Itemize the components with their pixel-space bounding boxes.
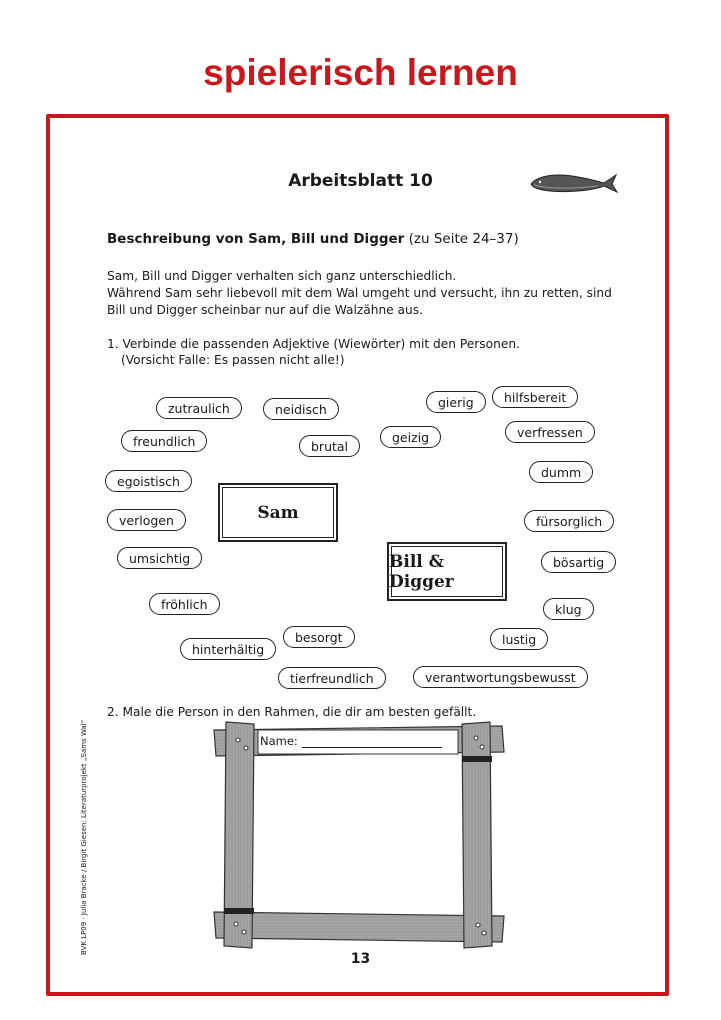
adjective-pill[interactable]: bösartig: [541, 551, 616, 573]
person-box-bill-digger[interactable]: [387, 542, 507, 601]
task-1-line-1: 1. Verbinde die passenden Adjektive (Wiewörter) mit den Personen.: [107, 337, 520, 351]
adjective-pill[interactable]: zutraulich: [156, 397, 242, 419]
side-credit: BVK LP09 · Julia Bracke / Birgit Giesen: Literaturprojekt „Sams Wal“: [80, 719, 88, 955]
worksheet-subtitle: [107, 231, 519, 247]
adjective-pill[interactable]: fürsorglich: [524, 510, 614, 532]
worksheet-title: Arbeitsblatt 10: [288, 171, 433, 191]
adjective-pill[interactable]: verlogen: [107, 509, 186, 531]
whale-icon: [528, 170, 618, 196]
adjective-pill[interactable]: dumm: [529, 461, 593, 483]
intro-line-2: Während Sam sehr liebevoll mit dem Wal umgeht und versucht, ihn zu retten, sind: [107, 286, 612, 300]
adjective-pill[interactable]: umsichtig: [117, 547, 202, 569]
adjective-pill[interactable]: hinterhältig: [180, 638, 276, 660]
name-field[interactable]: [260, 730, 450, 752]
adjective-pill[interactable]: fröhlich: [149, 593, 220, 615]
adjective-pill[interactable]: verantwortungsbewusst: [413, 666, 588, 688]
adjective-pill[interactable]: klug: [543, 598, 594, 620]
adjective-pill[interactable]: brutal: [299, 435, 360, 457]
person-box-sam[interactable]: [218, 483, 338, 542]
subtitle-page-ref: (zu Seite 24–37): [408, 231, 519, 247]
page-number: 13: [350, 951, 371, 967]
adjective-pill[interactable]: verfressen: [505, 421, 595, 443]
adjective-pill[interactable]: besorgt: [283, 626, 355, 648]
task-1-line-2: (Vorsicht Falle: Es passen nicht alle!): [121, 353, 345, 367]
task-2-text: 2. Male die Person in den Rahmen, die dir am besten gefällt.: [107, 705, 477, 719]
name-line[interactable]: [302, 735, 442, 748]
intro-line-1: Sam, Bill und Digger verhalten sich ganz unterschiedlich.: [107, 269, 457, 283]
subtitle-bold: Beschreibung von Sam, Bill und Digger: [107, 231, 405, 247]
wooden-frame-icon: [212, 720, 508, 950]
adjective-pill[interactable]: neidisch: [263, 398, 339, 420]
name-label: Name:: [260, 734, 298, 748]
adjective-pill[interactable]: hilfsbereit: [492, 386, 578, 408]
adjective-pill[interactable]: geizig: [380, 426, 441, 448]
person-label-bill-digger: Bill & Digger: [389, 551, 454, 592]
person-label-sam: Sam: [257, 502, 299, 523]
adjective-pill[interactable]: lustig: [490, 628, 548, 650]
adjective-pill[interactable]: freundlich: [121, 430, 207, 452]
page-header-title: spielerisch lernen: [203, 52, 518, 93]
adjective-pill[interactable]: egoistisch: [105, 470, 192, 492]
adjective-pill[interactable]: tierfreundlich: [278, 667, 386, 689]
adjective-pill[interactable]: gierig: [426, 391, 486, 413]
intro-line-3: Bill und Digger scheinbar nur auf die Walzähne aus.: [107, 303, 423, 317]
